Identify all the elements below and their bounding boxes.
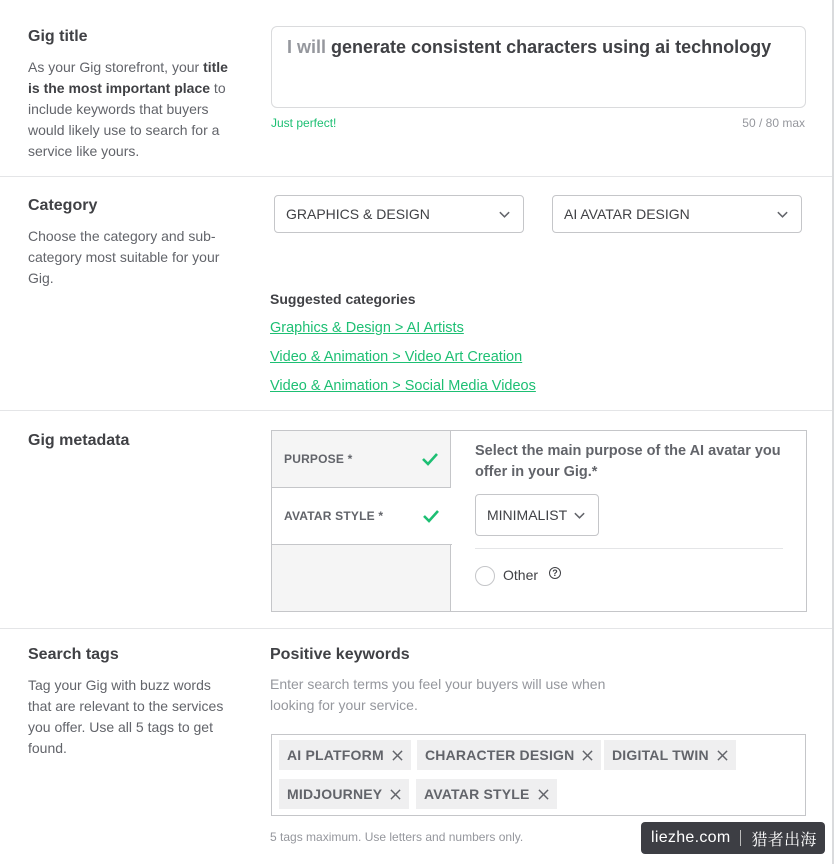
watermark-divider <box>740 830 741 846</box>
right-frame-edge <box>832 0 834 864</box>
close-icon[interactable] <box>717 750 728 761</box>
tag-label: MIDJOURNEY <box>287 786 383 802</box>
title-char-count: 50 / 80 max <box>742 116 805 130</box>
gig-title-description: As your Gig storefront, your title is the most important place to include keywords that buyers would likely use to search for a service like yours. <box>28 59 228 159</box>
watermark-right: 猎者出海 <box>751 831 817 849</box>
subcategory-select-value: AI AVATAR DESIGN <box>564 206 690 222</box>
tab-label: AVATAR STYLE * <box>284 509 384 523</box>
purpose-select-value: MINIMALIST <box>487 507 568 523</box>
search-tags-heading: Search tags <box>28 646 119 663</box>
gig-title-input[interactable] <box>271 26 806 108</box>
category-select-value: GRAPHICS & DESIGN <box>286 206 430 222</box>
purpose-select[interactable] <box>475 494 599 536</box>
title-prefix: I will <box>287 37 327 57</box>
tag-chip <box>417 740 601 770</box>
tags-input[interactable] <box>271 734 806 816</box>
title-value: generate consistent characters using ai technology <box>326 37 772 57</box>
check-icon <box>421 451 439 467</box>
tag-label: DIGITAL TWIN <box>612 747 709 763</box>
check-icon <box>422 508 440 524</box>
gig-title-heading: Gig title <box>28 28 88 45</box>
suggested-category-link[interactable]: Graphics & Design > AI Artists <box>270 320 464 336</box>
section-divider <box>0 176 832 177</box>
close-icon[interactable] <box>392 750 403 761</box>
chevron-down-icon <box>573 509 586 522</box>
close-icon[interactable] <box>582 750 593 761</box>
tag-label: AVATAR STYLE <box>424 786 530 802</box>
category-heading: Category <box>28 197 98 214</box>
tag-chip <box>416 779 557 809</box>
section-divider <box>0 628 832 629</box>
suggested-category-link[interactable]: Video & Animation > Social Media Videos <box>270 378 536 394</box>
other-radio[interactable] <box>475 566 495 586</box>
chevron-down-icon <box>776 208 789 221</box>
tab-purpose[interactable] <box>272 431 451 488</box>
watermark-left: liezhe.com <box>651 829 731 846</box>
tag-chip <box>604 740 736 770</box>
close-icon[interactable] <box>538 789 549 800</box>
close-icon[interactable] <box>390 789 401 800</box>
tag-label: CHARACTER DESIGN <box>425 747 575 763</box>
suggested-category-link[interactable]: Video & Animation > Video Art Creation <box>270 349 523 365</box>
tags-note: 5 tags maximum. Use letters and numbers only. <box>270 830 524 844</box>
tag-label: AI PLATFORM <box>287 747 384 763</box>
metadata-separator <box>475 548 783 549</box>
watermark <box>641 822 825 854</box>
positive-keywords-title: Positive keywords <box>270 646 410 663</box>
help-icon[interactable]: ? <box>549 567 561 579</box>
section-divider <box>0 410 832 411</box>
metadata-question: Select the main purpose of the AI avatar you offer in your Gig.* <box>475 443 781 480</box>
metadata-panel <box>271 430 807 612</box>
tag-chip <box>279 740 411 770</box>
chevron-down-icon <box>498 208 511 221</box>
positive-keywords-description: Enter search terms you feel your buyers will use when looking for your service. <box>270 676 606 713</box>
subcategory-select[interactable] <box>552 195 802 233</box>
search-tags-description: Tag your Gig with buzz words that are relevant to the services you offer. Use all 5 tags to get found. <box>28 677 224 756</box>
other-label: Other <box>503 567 539 583</box>
gig-metadata-heading: Gig metadata <box>28 432 130 449</box>
tag-chip <box>279 779 409 809</box>
tab-label: PURPOSE * <box>284 452 353 466</box>
suggested-categories-title: Suggested categories <box>270 291 416 307</box>
tab-avatar-style[interactable] <box>272 488 452 545</box>
title-status: Just perfect! <box>271 116 337 130</box>
category-description: Choose the category and sub-category most suitable for your Gig. <box>28 228 220 286</box>
category-select[interactable] <box>274 195 524 233</box>
